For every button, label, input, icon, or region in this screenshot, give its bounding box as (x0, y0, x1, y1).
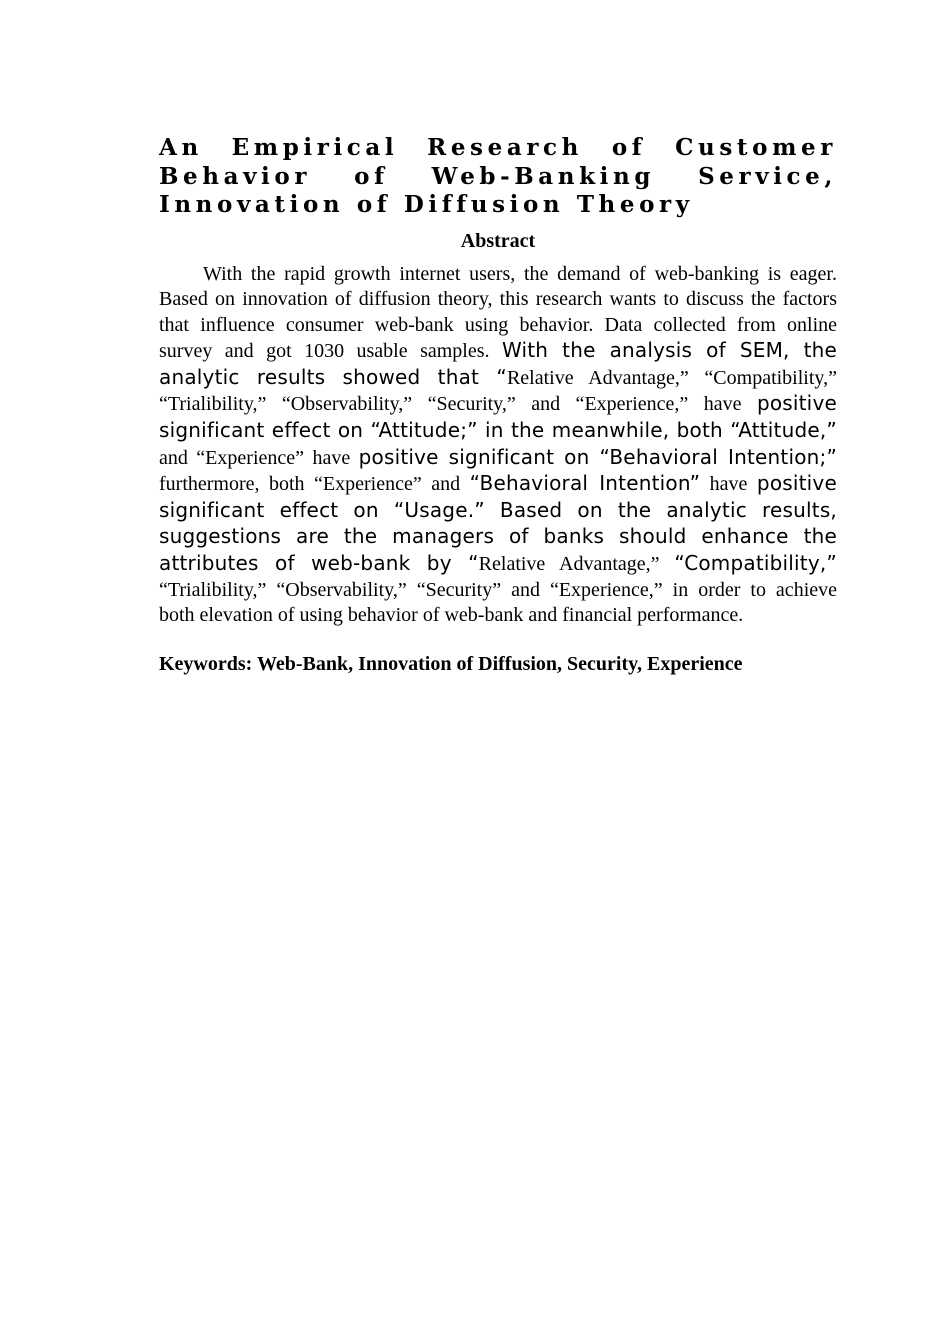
abstract-segment: positive significant effect on “Attitude;” in the meanwhile, both “Attitude,” (159, 391, 837, 443)
abstract-body (159, 262, 837, 629)
abstract-segment: “Compatibility,” (674, 551, 837, 576)
abstract-segment: positive significant effect on “Usage.” Based on the analytic results, suggestions are the managers of banks should enhance the attributes of web-bank by “ (159, 471, 837, 576)
abstract-segment: have (700, 473, 757, 496)
paper-page (159, 134, 837, 676)
abstract-segment: “Trialibility,” “Observability,” “Security” and “Experience,” in order to achieve both elevation of using behavior of web-bank and financial performance. (159, 578, 837, 627)
abstract-segment: “Behavioral Intention” (469, 471, 701, 496)
abstract-segment: Relative Advantage,” (478, 553, 675, 576)
abstract-segment: positive significant on “Behavioral Intention;” (358, 444, 838, 469)
abstract-segment: With the rapid growth internet users, the demand of web-banking is eager. Based on innovation of diffusion theory, this research wants to discuss the factors that influence consumer web-bank using behavior. Data collected from online survey and got 1030 usable samples. (159, 262, 837, 363)
abstract-segment: and “Experience” have (159, 446, 359, 469)
abstract-heading: Abstract (460, 229, 536, 252)
paper-title: An Empirical Research of Customer Behavior of Web-Banking Service, Innovation of Diffusion Theory (159, 134, 837, 218)
abstract-segment: With the analysis of SEM, the analytic results showed that “ (159, 338, 838, 389)
abstract-segment: furthermore, both “Experience” and (159, 473, 470, 496)
keywords-line: Keywords: Web-Bank, Innovation of Diffusion, Security, Experience (159, 652, 743, 675)
abstract-segment: Relative Advantage,” “Compatibility,” “Trialibility,” “Observability,” “Security,” and “Experience,” have (159, 366, 837, 416)
